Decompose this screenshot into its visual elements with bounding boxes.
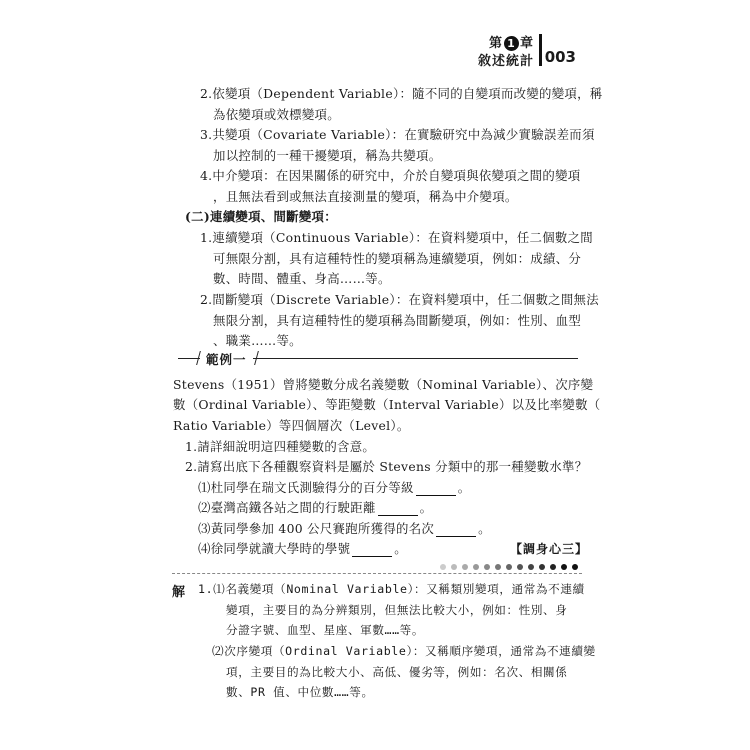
decorative-dots — [440, 564, 580, 572]
body-line: 2.依變項（Dependent Variable）：隨不同的自變項而改變的變項，稱 — [200, 86, 603, 101]
example-label: 範例一 — [200, 350, 253, 368]
example-item — [198, 500, 432, 516]
solution-line: 數、PR 值、中位數……等。 — [226, 685, 374, 699]
body-line: 可無限分割，具有這種特性的變項稱為連續變項，例如：成績、分 — [213, 251, 582, 266]
example-item-text: ⑷徐同學就讀大學時的學號 — [198, 541, 351, 556]
chapter-suffix: 章 — [519, 36, 534, 51]
body-line: 無限分割，具有這種特性的變項稱為間斷變項，例如：性別、血型 — [213, 313, 582, 328]
chapter-prefix: 第 — [488, 36, 503, 51]
example-item — [198, 521, 491, 537]
example-item — [198, 541, 407, 557]
solution-line: ⑵次序變項（Ordinal Variable）：又稱順序變項，通常為不連續變 — [212, 644, 596, 658]
chapter-title: 敘述統計 — [477, 54, 534, 69]
body-line: 、職業……等。 — [213, 333, 302, 348]
example-item-text: ⑶黃同學參加 400 公尺賽跑所獲得的名次 — [198, 521, 435, 536]
example-intro-line: 數（Ordinal Variable）、等距變數（Interval Variable）以及比率變數（ — [173, 397, 601, 412]
answer-blank — [416, 483, 456, 496]
example-item — [198, 480, 470, 496]
page-number: 003 — [544, 48, 576, 66]
body-line: 1.連續變項（Continuous Variable）：在資料變項中，任二個數之間 — [200, 230, 593, 245]
example-item-text: ⑴杜同學在瑞文氏測驗得分的百分等級 — [198, 480, 414, 495]
header-divider — [539, 34, 542, 66]
item-end: 。 — [478, 521, 491, 536]
example-question: 1.請詳細說明這四種變數的含意。 — [185, 439, 376, 454]
answer-blank — [436, 524, 476, 537]
body-line: 加以控制的一種干擾變項，稱為共變項。 — [213, 148, 442, 163]
example-intro-line: Ratio Variable）等四個層次（Level）。 — [173, 418, 410, 433]
body-line: ，且無法看到或無法直接測量的變項，稱為中介變項。 — [213, 189, 518, 204]
body-line: 4.中介變項：在因果關係的研究中，介於自變項與依變項之間的變項 — [200, 168, 581, 183]
body-line: 2.間斷變項（Discrete Variable）：在資料變項中，任二個數之間無法 — [200, 292, 599, 307]
answer-blank — [378, 503, 418, 516]
body-line: 為依變項或效標變項。 — [213, 107, 340, 122]
solution-line: 1.⑴名義變項（Nominal Variable）：又稱類別變項，通常為不連續 — [198, 582, 585, 596]
solution-line: 項，主要目的為比較大小、高低、優劣等，例如：名次、相關係 — [226, 665, 568, 679]
solution-line: 分證字號、血型、星座、軍數……等。 — [226, 623, 425, 637]
example-question: 2.請寫出底下各種觀察資料是屬於 Stevens 分類中的那一種變數水準？ — [185, 459, 588, 474]
section-heading: (二)連續變項、間斷變項： — [185, 209, 337, 224]
item-end: 。 — [457, 480, 471, 495]
page-header — [380, 32, 600, 68]
item-end: 。 — [394, 541, 407, 556]
item-end: 。 — [419, 500, 433, 515]
solution-line: 變項，主要目的為分辨類別，但無法比較大小，例如：性別、身 — [226, 603, 568, 617]
answer-blank — [352, 544, 392, 557]
source-citation: 【調身心三】 — [510, 542, 589, 556]
example-item-text: ⑵臺灣高鐵各站之間的行駛距離 — [198, 500, 376, 515]
example-intro-line: Stevens（1951）曾將變數分成名義變數（Nominal Variable）、次序變 — [173, 377, 594, 392]
solution-icon: 解 — [172, 585, 186, 600]
solution-divider — [172, 573, 582, 574]
body-line: 3.共變項（Covariate Variable）：在實驗研究中為減少實驗誤差而須 — [200, 127, 595, 142]
chapter-label — [489, 32, 534, 51]
body-line: 數、時間、體重、身高……等。 — [213, 271, 391, 286]
chapter-number-badge: 1 — [504, 36, 519, 51]
